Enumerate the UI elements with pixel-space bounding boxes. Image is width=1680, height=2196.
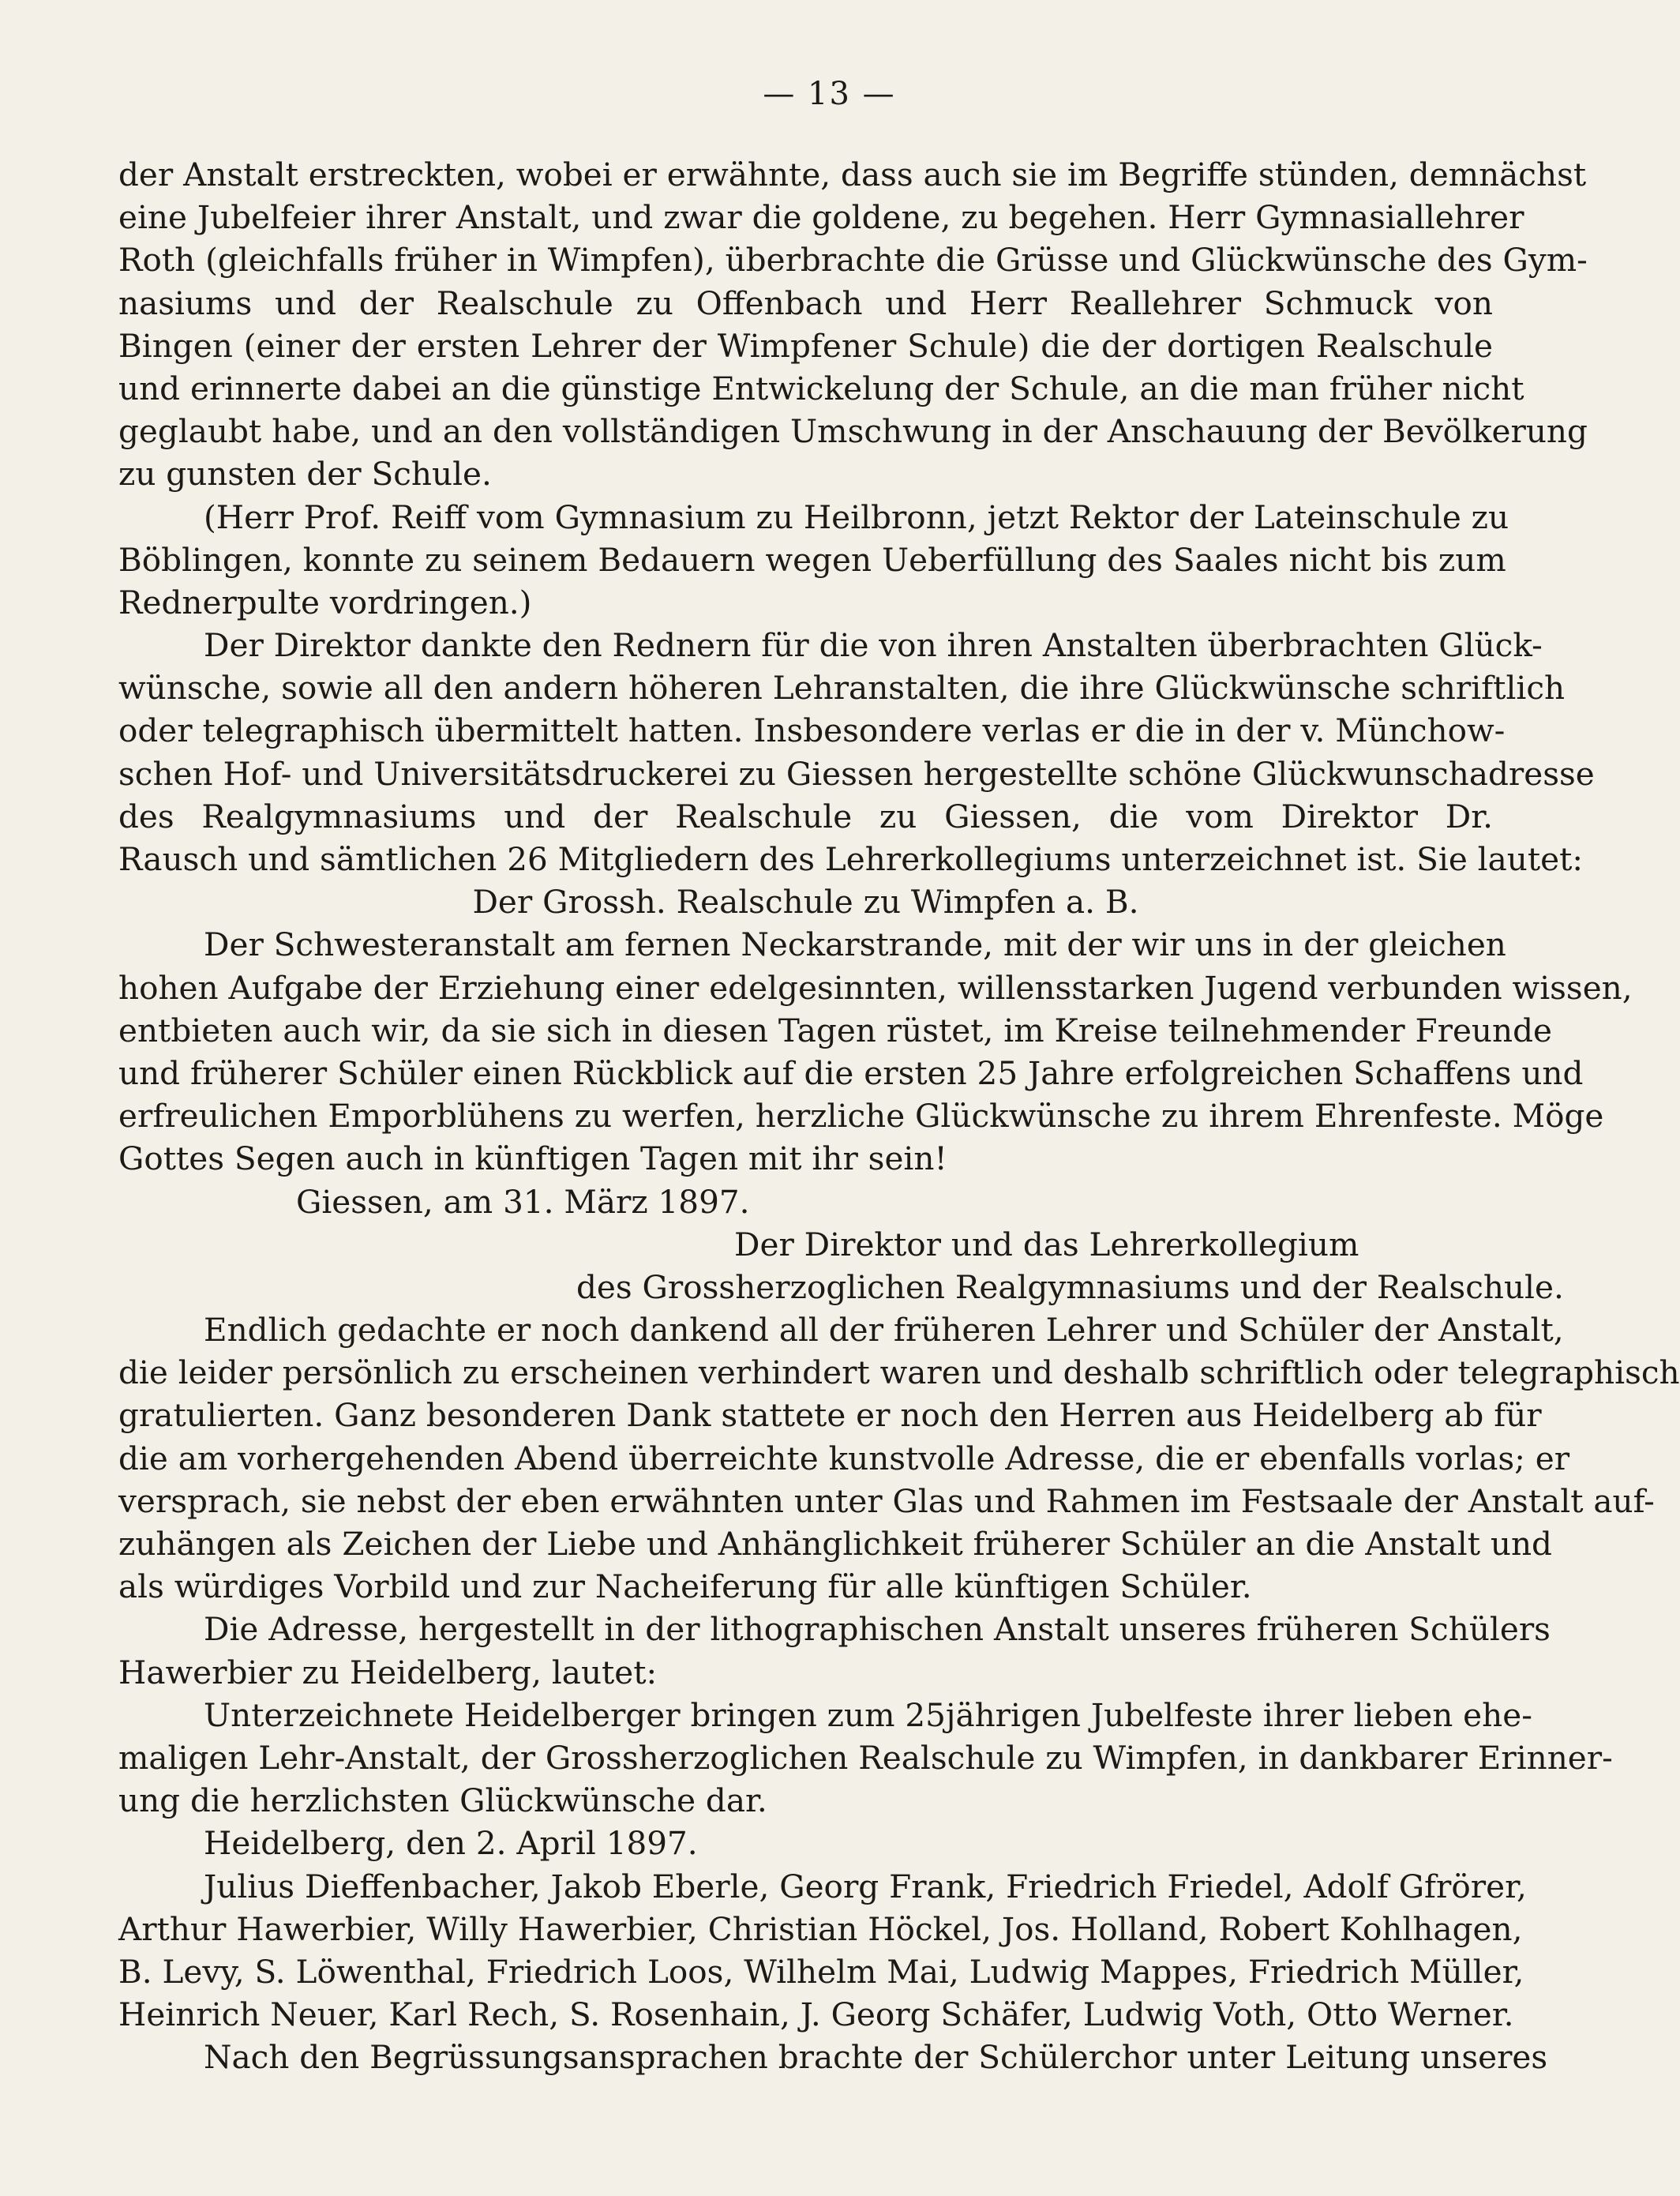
signatory-line: Julius Dieffenbacher, Jakob Eberle, Georg Frank, Friedrich Friedel, Adolf Gfrörer, bbox=[204, 1867, 1527, 1905]
text-line: Hawerbier zu Heidelberg, lautet: bbox=[118, 1653, 658, 1691]
text-line: schen Hof- und Universitätsdruckerei zu Giessen hergestellte schöne Glückwunschadresse bbox=[118, 754, 1595, 793]
text-line: Bingen (einer der ersten Lehrer der Wimpfener Schule) die der dortigen Realschule bbox=[118, 326, 1493, 365]
text-line: (Herr Prof. Reiff vom Gymnasium zu Heilbronn, jetzt Rektor der Lateinschule zu bbox=[204, 497, 1509, 536]
text-line: Nach den Begrüssungsansprachen brachte der Schülerchor unter Leitung unseres bbox=[204, 2038, 1548, 2077]
text-line: ung die herzlichsten Glückwünsche dar. bbox=[118, 1781, 767, 1820]
text-line: die leider persönlich zu erscheinen verhindert waren und deshalb schriftlich oder telegraphisch bbox=[118, 1353, 1680, 1392]
text-line: Der Direktor dankte den Rednern für die von ihren Anstalten überbrachten Glück- bbox=[204, 626, 1543, 665]
letter-date: Giessen, am 31. März 1897. bbox=[296, 1182, 750, 1221]
text-line: gratulierten. Ganz besonderen Dank stattete er noch den Herren aus Heidelberg ab für bbox=[118, 1396, 1542, 1435]
text-line: erfreulichen Emporblühens zu werfen, herzliche Glückwünsche zu ihrem Ehrenfeste. Möge bbox=[118, 1097, 1604, 1136]
signatory-line: Heinrich Neuer, Karl Rech, S. Rosenhain, J. Georg Schäfer, Ludwig Voth, Otto Werner. bbox=[118, 1995, 1514, 2034]
text-line: Rednerpulte vordringen.) bbox=[118, 583, 532, 621]
address-date: Heidelberg, den 2. April 1897. bbox=[204, 1824, 698, 1863]
text-line: Unterzeichnete Heidelberger bringen zum 25jährigen Jubelfeste ihrer lieben ehe- bbox=[204, 1695, 1532, 1734]
signatory-line: Arthur Hawerbier, Willy Hawerbier, Christian Höckel, Jos. Holland, Robert Kohlhagen, bbox=[118, 1909, 1523, 1948]
text-line: nasiums und der Realschule zu Offenbach und Herr Reallehrer Schmuck von bbox=[118, 283, 1493, 322]
signatory-line: B. Levy, S. Löwenthal, Friedrich Loos, Wilhelm Mai, Ludwig Mappes, Friedrich Müller, bbox=[118, 1952, 1524, 1991]
text-line: entbieten auch wir, da sie sich in diesen Tagen rüstet, im Kreise teilnehmender Freunde bbox=[118, 1011, 1552, 1049]
letter-heading: Der Grossh. Realschule zu Wimpfen a. B. bbox=[472, 883, 1139, 922]
text-line: zu gunsten der Schule. bbox=[118, 455, 492, 494]
text-line: und früherer Schüler einen Rückblick auf die ersten 25 Jahre erfolgreichen Schaffens und bbox=[118, 1053, 1584, 1092]
text-line: Rausch und sämtlichen 26 Mitgliedern des Lehrerkollegiums unterzeichnet ist. Sie lautet: bbox=[118, 840, 1584, 878]
letter-signature: des Grossherzoglichen Realgymnasiums und der Realschule. bbox=[576, 1267, 1564, 1306]
text-line: eine Jubelfeier ihrer Anstalt, und zwar die goldene, zu begehen. Herr Gymnasiallehrer bbox=[118, 198, 1524, 237]
text-line: Der Schwesteranstalt am fernen Neckarstrande, mit der wir uns in der gleichen bbox=[204, 925, 1506, 964]
text-line: Die Adresse, hergestellt in der lithographischen Anstalt unseres früheren Schülers bbox=[204, 1610, 1551, 1649]
text-line: Gottes Segen auch in künftigen Tagen mit ihr sein! bbox=[118, 1139, 947, 1178]
body-text bbox=[118, 153, 1680, 2078]
text-line: die am vorhergehenden Abend überreichte kunstvolle Adresse, die er ebenfalls vorlas; er bbox=[118, 1439, 1570, 1477]
text-line: als würdiges Vorbild und zur Nacheiferung für alle künftigen Schüler. bbox=[118, 1567, 1252, 1606]
text-line: hohen Aufgabe der Erziehung einer edelgesinnten, willensstarken Jugend verbunden wissen, bbox=[118, 968, 1633, 1007]
text-line: Endlich gedachte er noch dankend all der früheren Lehrer und Schüler der Anstalt, bbox=[204, 1311, 1564, 1350]
letter-signature: Der Direktor und das Lehrerkollegium bbox=[734, 1225, 1359, 1263]
text-line: oder telegraphisch übermittelt hatten. Insbesondere verlas er die in der v. Münchow- bbox=[118, 711, 1506, 750]
text-line: geglaubt habe, und an den vollständigen Umschwung in der Anschauung der Bevölkerung bbox=[118, 412, 1588, 451]
page-number: — 13 — bbox=[763, 76, 896, 112]
text-line: des Realgymnasiums und der Realschule zu Giessen, die vom Direktor Dr. bbox=[118, 797, 1493, 835]
text-line: Böblingen, konnte zu seinem Bedauern wegen Ueberfüllung des Saales nicht bis zum bbox=[118, 540, 1506, 579]
text-line: versprach, sie nebst der eben erwähnten unter Glas und Rahmen im Festsaale der Anstalt auf- bbox=[118, 1481, 1655, 1520]
text-line: wünsche, sowie all den andern höheren Lehranstalten, die ihre Glückwünsche schriftlich bbox=[118, 669, 1566, 708]
text-line: zuhängen als Zeichen der Liebe und Anhänglichkeit früherer Schüler an die Anstalt und bbox=[118, 1525, 1552, 1563]
text-line: Roth (gleichfalls früher in Wimpfen), überbrachte die Grüsse und Glückwünsche des Gym- bbox=[118, 241, 1588, 280]
text-line: der Anstalt erstreckten, wobei er erwähnte, dass auch sie im Begriffe stünden, demnächst bbox=[118, 156, 1587, 193]
text-line: und erinnerte dabei an die günstige Entwickelung der Schule, an die man früher nicht bbox=[118, 369, 1524, 407]
text-line: maligen Lehr-Anstalt, der Grossherzoglichen Realschule zu Wimpfen, in dankbarer Erinner- bbox=[118, 1738, 1613, 1777]
